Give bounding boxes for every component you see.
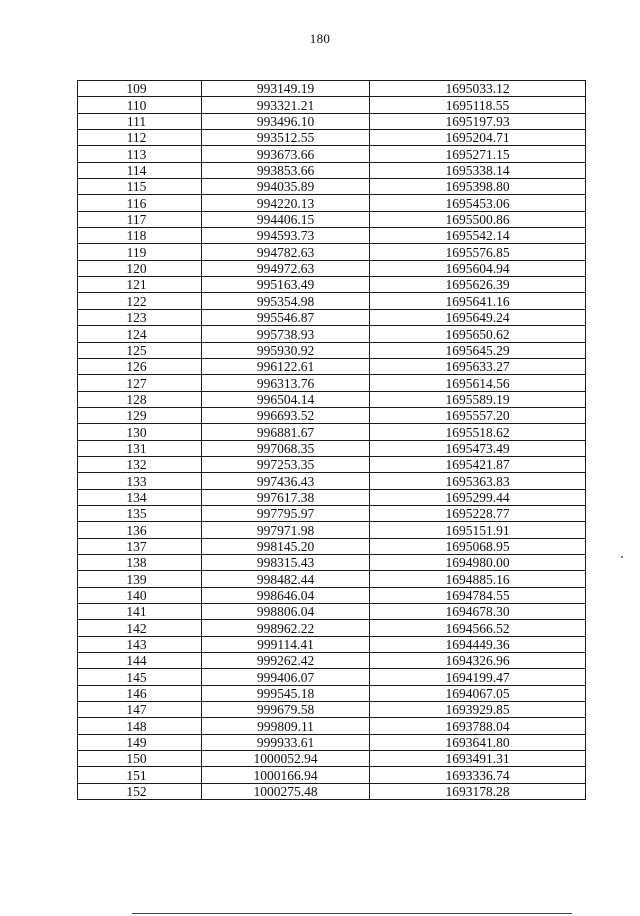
point-number-cell: 125 xyxy=(78,342,202,358)
table-row xyxy=(78,685,586,701)
y-coordinate-cell: 1695299.44 xyxy=(370,489,586,505)
y-coordinate-cell: 1695118.55 xyxy=(370,97,586,113)
point-number-cell: 136 xyxy=(78,522,202,538)
x-coordinate-cell: 999679.58 xyxy=(202,702,370,718)
y-coordinate-cell: 1695033.12 xyxy=(370,81,586,97)
table-row xyxy=(78,489,586,505)
point-number-cell: 117 xyxy=(78,211,202,227)
point-number-cell: 127 xyxy=(78,375,202,391)
bottom-rule xyxy=(132,913,572,914)
point-number-cell: 119 xyxy=(78,244,202,260)
x-coordinate-cell: 995354.98 xyxy=(202,293,370,309)
point-number-cell: 122 xyxy=(78,293,202,309)
table-row xyxy=(78,571,586,587)
y-coordinate-cell: 1695626.39 xyxy=(370,277,586,293)
point-number-cell: 113 xyxy=(78,146,202,162)
y-coordinate-cell: 1695453.06 xyxy=(370,195,586,211)
y-coordinate-cell: 1695633.27 xyxy=(370,358,586,374)
table-row xyxy=(78,702,586,718)
x-coordinate-cell: 996881.67 xyxy=(202,424,370,440)
point-number-cell: 143 xyxy=(78,636,202,652)
y-coordinate-cell: 1695151.91 xyxy=(370,522,586,538)
table-row xyxy=(78,130,586,146)
table-row xyxy=(78,604,586,620)
y-coordinate-cell: 1695542.14 xyxy=(370,228,586,244)
point-number-cell: 133 xyxy=(78,473,202,489)
coordinate-table xyxy=(77,80,586,800)
table-row xyxy=(78,293,586,309)
y-coordinate-cell: 1695068.95 xyxy=(370,538,586,554)
point-number-cell: 135 xyxy=(78,505,202,521)
x-coordinate-cell: 998315.43 xyxy=(202,554,370,570)
stray-mark xyxy=(621,556,623,558)
table-row xyxy=(78,424,586,440)
x-coordinate-cell: 998482.44 xyxy=(202,571,370,587)
point-number-cell: 140 xyxy=(78,587,202,603)
x-coordinate-cell: 994782.63 xyxy=(202,244,370,260)
point-number-cell: 126 xyxy=(78,358,202,374)
table-row xyxy=(78,456,586,472)
x-coordinate-cell: 996313.76 xyxy=(202,375,370,391)
y-coordinate-cell: 1694566.52 xyxy=(370,620,586,636)
table-row xyxy=(78,113,586,129)
y-coordinate-cell: 1693788.04 xyxy=(370,718,586,734)
table-row xyxy=(78,146,586,162)
x-coordinate-cell: 993149.19 xyxy=(202,81,370,97)
x-coordinate-cell: 993512.55 xyxy=(202,130,370,146)
y-coordinate-cell: 1694067.05 xyxy=(370,685,586,701)
table-row xyxy=(78,277,586,293)
point-number-cell: 114 xyxy=(78,162,202,178)
y-coordinate-cell: 1694326.96 xyxy=(370,653,586,669)
point-number-cell: 139 xyxy=(78,571,202,587)
point-number-cell: 123 xyxy=(78,309,202,325)
table-row xyxy=(78,97,586,113)
y-coordinate-cell: 1695641.16 xyxy=(370,293,586,309)
y-coordinate-cell: 1693178.28 xyxy=(370,783,586,799)
y-coordinate-cell: 1694885.16 xyxy=(370,571,586,587)
y-coordinate-cell: 1695650.62 xyxy=(370,326,586,342)
point-number-cell: 130 xyxy=(78,424,202,440)
x-coordinate-cell: 993673.66 xyxy=(202,146,370,162)
x-coordinate-cell: 996122.61 xyxy=(202,358,370,374)
x-coordinate-cell: 999262.42 xyxy=(202,653,370,669)
table-row xyxy=(78,309,586,325)
table-row xyxy=(78,522,586,538)
coordinate-table-body xyxy=(78,81,586,800)
table-row xyxy=(78,505,586,521)
x-coordinate-cell: 994972.63 xyxy=(202,260,370,276)
table-row xyxy=(78,326,586,342)
table-row xyxy=(78,440,586,456)
point-number-cell: 147 xyxy=(78,702,202,718)
point-number-cell: 109 xyxy=(78,81,202,97)
x-coordinate-cell: 996693.52 xyxy=(202,407,370,423)
x-coordinate-cell: 997436.43 xyxy=(202,473,370,489)
y-coordinate-cell: 1695589.19 xyxy=(370,391,586,407)
y-coordinate-cell: 1695398.80 xyxy=(370,179,586,195)
point-number-cell: 134 xyxy=(78,489,202,505)
point-number-cell: 151 xyxy=(78,767,202,783)
x-coordinate-cell: 999933.61 xyxy=(202,734,370,750)
y-coordinate-cell: 1695197.93 xyxy=(370,113,586,129)
x-coordinate-cell: 994406.15 xyxy=(202,211,370,227)
y-coordinate-cell: 1693336.74 xyxy=(370,767,586,783)
y-coordinate-cell: 1694449.36 xyxy=(370,636,586,652)
table-row xyxy=(78,734,586,750)
x-coordinate-cell: 997253.35 xyxy=(202,456,370,472)
point-number-cell: 131 xyxy=(78,440,202,456)
point-number-cell: 112 xyxy=(78,130,202,146)
table-row xyxy=(78,342,586,358)
table-row xyxy=(78,767,586,783)
table-row xyxy=(78,718,586,734)
x-coordinate-cell: 997068.35 xyxy=(202,440,370,456)
y-coordinate-cell: 1694678.30 xyxy=(370,604,586,620)
x-coordinate-cell: 995930.92 xyxy=(202,342,370,358)
x-coordinate-cell: 999114.41 xyxy=(202,636,370,652)
x-coordinate-cell: 995738.93 xyxy=(202,326,370,342)
x-coordinate-cell: 994035.89 xyxy=(202,179,370,195)
point-number-cell: 148 xyxy=(78,718,202,734)
table-row xyxy=(78,375,586,391)
point-number-cell: 137 xyxy=(78,538,202,554)
point-number-cell: 118 xyxy=(78,228,202,244)
point-number-cell: 110 xyxy=(78,97,202,113)
table-row xyxy=(78,391,586,407)
table-row xyxy=(78,179,586,195)
x-coordinate-cell: 995546.87 xyxy=(202,309,370,325)
table-row xyxy=(78,162,586,178)
y-coordinate-cell: 1695614.56 xyxy=(370,375,586,391)
x-coordinate-cell: 998646.04 xyxy=(202,587,370,603)
point-number-cell: 142 xyxy=(78,620,202,636)
point-number-cell: 146 xyxy=(78,685,202,701)
x-coordinate-cell: 997795.97 xyxy=(202,505,370,521)
point-number-cell: 124 xyxy=(78,326,202,342)
table-row xyxy=(78,473,586,489)
table-row xyxy=(78,358,586,374)
y-coordinate-cell: 1695557.20 xyxy=(370,407,586,423)
y-coordinate-cell: 1695338.14 xyxy=(370,162,586,178)
y-coordinate-cell: 1695473.49 xyxy=(370,440,586,456)
table-row xyxy=(78,669,586,685)
x-coordinate-cell: 998145.20 xyxy=(202,538,370,554)
table-row xyxy=(78,620,586,636)
x-coordinate-cell: 996504.14 xyxy=(202,391,370,407)
table-row xyxy=(78,195,586,211)
x-coordinate-cell: 1000275.48 xyxy=(202,783,370,799)
point-number-cell: 120 xyxy=(78,260,202,276)
table-row xyxy=(78,407,586,423)
table-row xyxy=(78,538,586,554)
y-coordinate-cell: 1695204.71 xyxy=(370,130,586,146)
x-coordinate-cell: 997617.38 xyxy=(202,489,370,505)
table-row xyxy=(78,228,586,244)
x-coordinate-cell: 999406.07 xyxy=(202,669,370,685)
point-number-cell: 121 xyxy=(78,277,202,293)
point-number-cell: 132 xyxy=(78,456,202,472)
page-number: 180 xyxy=(309,31,331,46)
point-number-cell: 144 xyxy=(78,653,202,669)
point-number-cell: 152 xyxy=(78,783,202,799)
table-row xyxy=(78,587,586,603)
x-coordinate-cell: 994220.13 xyxy=(202,195,370,211)
point-number-cell: 115 xyxy=(78,179,202,195)
table-row xyxy=(78,783,586,799)
x-coordinate-cell: 998962.22 xyxy=(202,620,370,636)
x-coordinate-cell: 999809.11 xyxy=(202,718,370,734)
table-row xyxy=(78,81,586,97)
x-coordinate-cell: 998806.04 xyxy=(202,604,370,620)
x-coordinate-cell: 1000166.94 xyxy=(202,767,370,783)
x-coordinate-cell: 993853.66 xyxy=(202,162,370,178)
y-coordinate-cell: 1693491.31 xyxy=(370,751,586,767)
y-coordinate-cell: 1693929.85 xyxy=(370,702,586,718)
point-number-cell: 111 xyxy=(78,113,202,129)
x-coordinate-cell: 995163.49 xyxy=(202,277,370,293)
y-coordinate-cell: 1695500.86 xyxy=(370,211,586,227)
y-coordinate-cell: 1695576.85 xyxy=(370,244,586,260)
point-number-cell: 138 xyxy=(78,554,202,570)
x-coordinate-cell: 999545.18 xyxy=(202,685,370,701)
table-row xyxy=(78,260,586,276)
point-number-cell: 141 xyxy=(78,604,202,620)
table-row xyxy=(78,636,586,652)
y-coordinate-cell: 1695228.77 xyxy=(370,505,586,521)
y-coordinate-cell: 1695645.29 xyxy=(370,342,586,358)
point-number-cell: 149 xyxy=(78,734,202,750)
y-coordinate-cell: 1694199.47 xyxy=(370,669,586,685)
x-coordinate-cell: 993321.21 xyxy=(202,97,370,113)
x-coordinate-cell: 993496.10 xyxy=(202,113,370,129)
y-coordinate-cell: 1695271.15 xyxy=(370,146,586,162)
x-coordinate-cell: 994593.73 xyxy=(202,228,370,244)
y-coordinate-cell: 1695421.87 xyxy=(370,456,586,472)
table-row xyxy=(78,244,586,260)
point-number-cell: 145 xyxy=(78,669,202,685)
x-coordinate-cell: 997971.98 xyxy=(202,522,370,538)
y-coordinate-cell: 1695649.24 xyxy=(370,309,586,325)
y-coordinate-cell: 1694980.00 xyxy=(370,554,586,570)
y-coordinate-cell: 1695604.94 xyxy=(370,260,586,276)
table-row xyxy=(78,653,586,669)
y-coordinate-cell: 1695518.62 xyxy=(370,424,586,440)
table-row xyxy=(78,211,586,227)
y-coordinate-cell: 1694784.55 xyxy=(370,587,586,603)
point-number-cell: 150 xyxy=(78,751,202,767)
point-number-cell: 116 xyxy=(78,195,202,211)
point-number-cell: 128 xyxy=(78,391,202,407)
table-row xyxy=(78,554,586,570)
y-coordinate-cell: 1695363.83 xyxy=(370,473,586,489)
point-number-cell: 129 xyxy=(78,407,202,423)
x-coordinate-cell: 1000052.94 xyxy=(202,751,370,767)
table-row xyxy=(78,751,586,767)
y-coordinate-cell: 1693641.80 xyxy=(370,734,586,750)
